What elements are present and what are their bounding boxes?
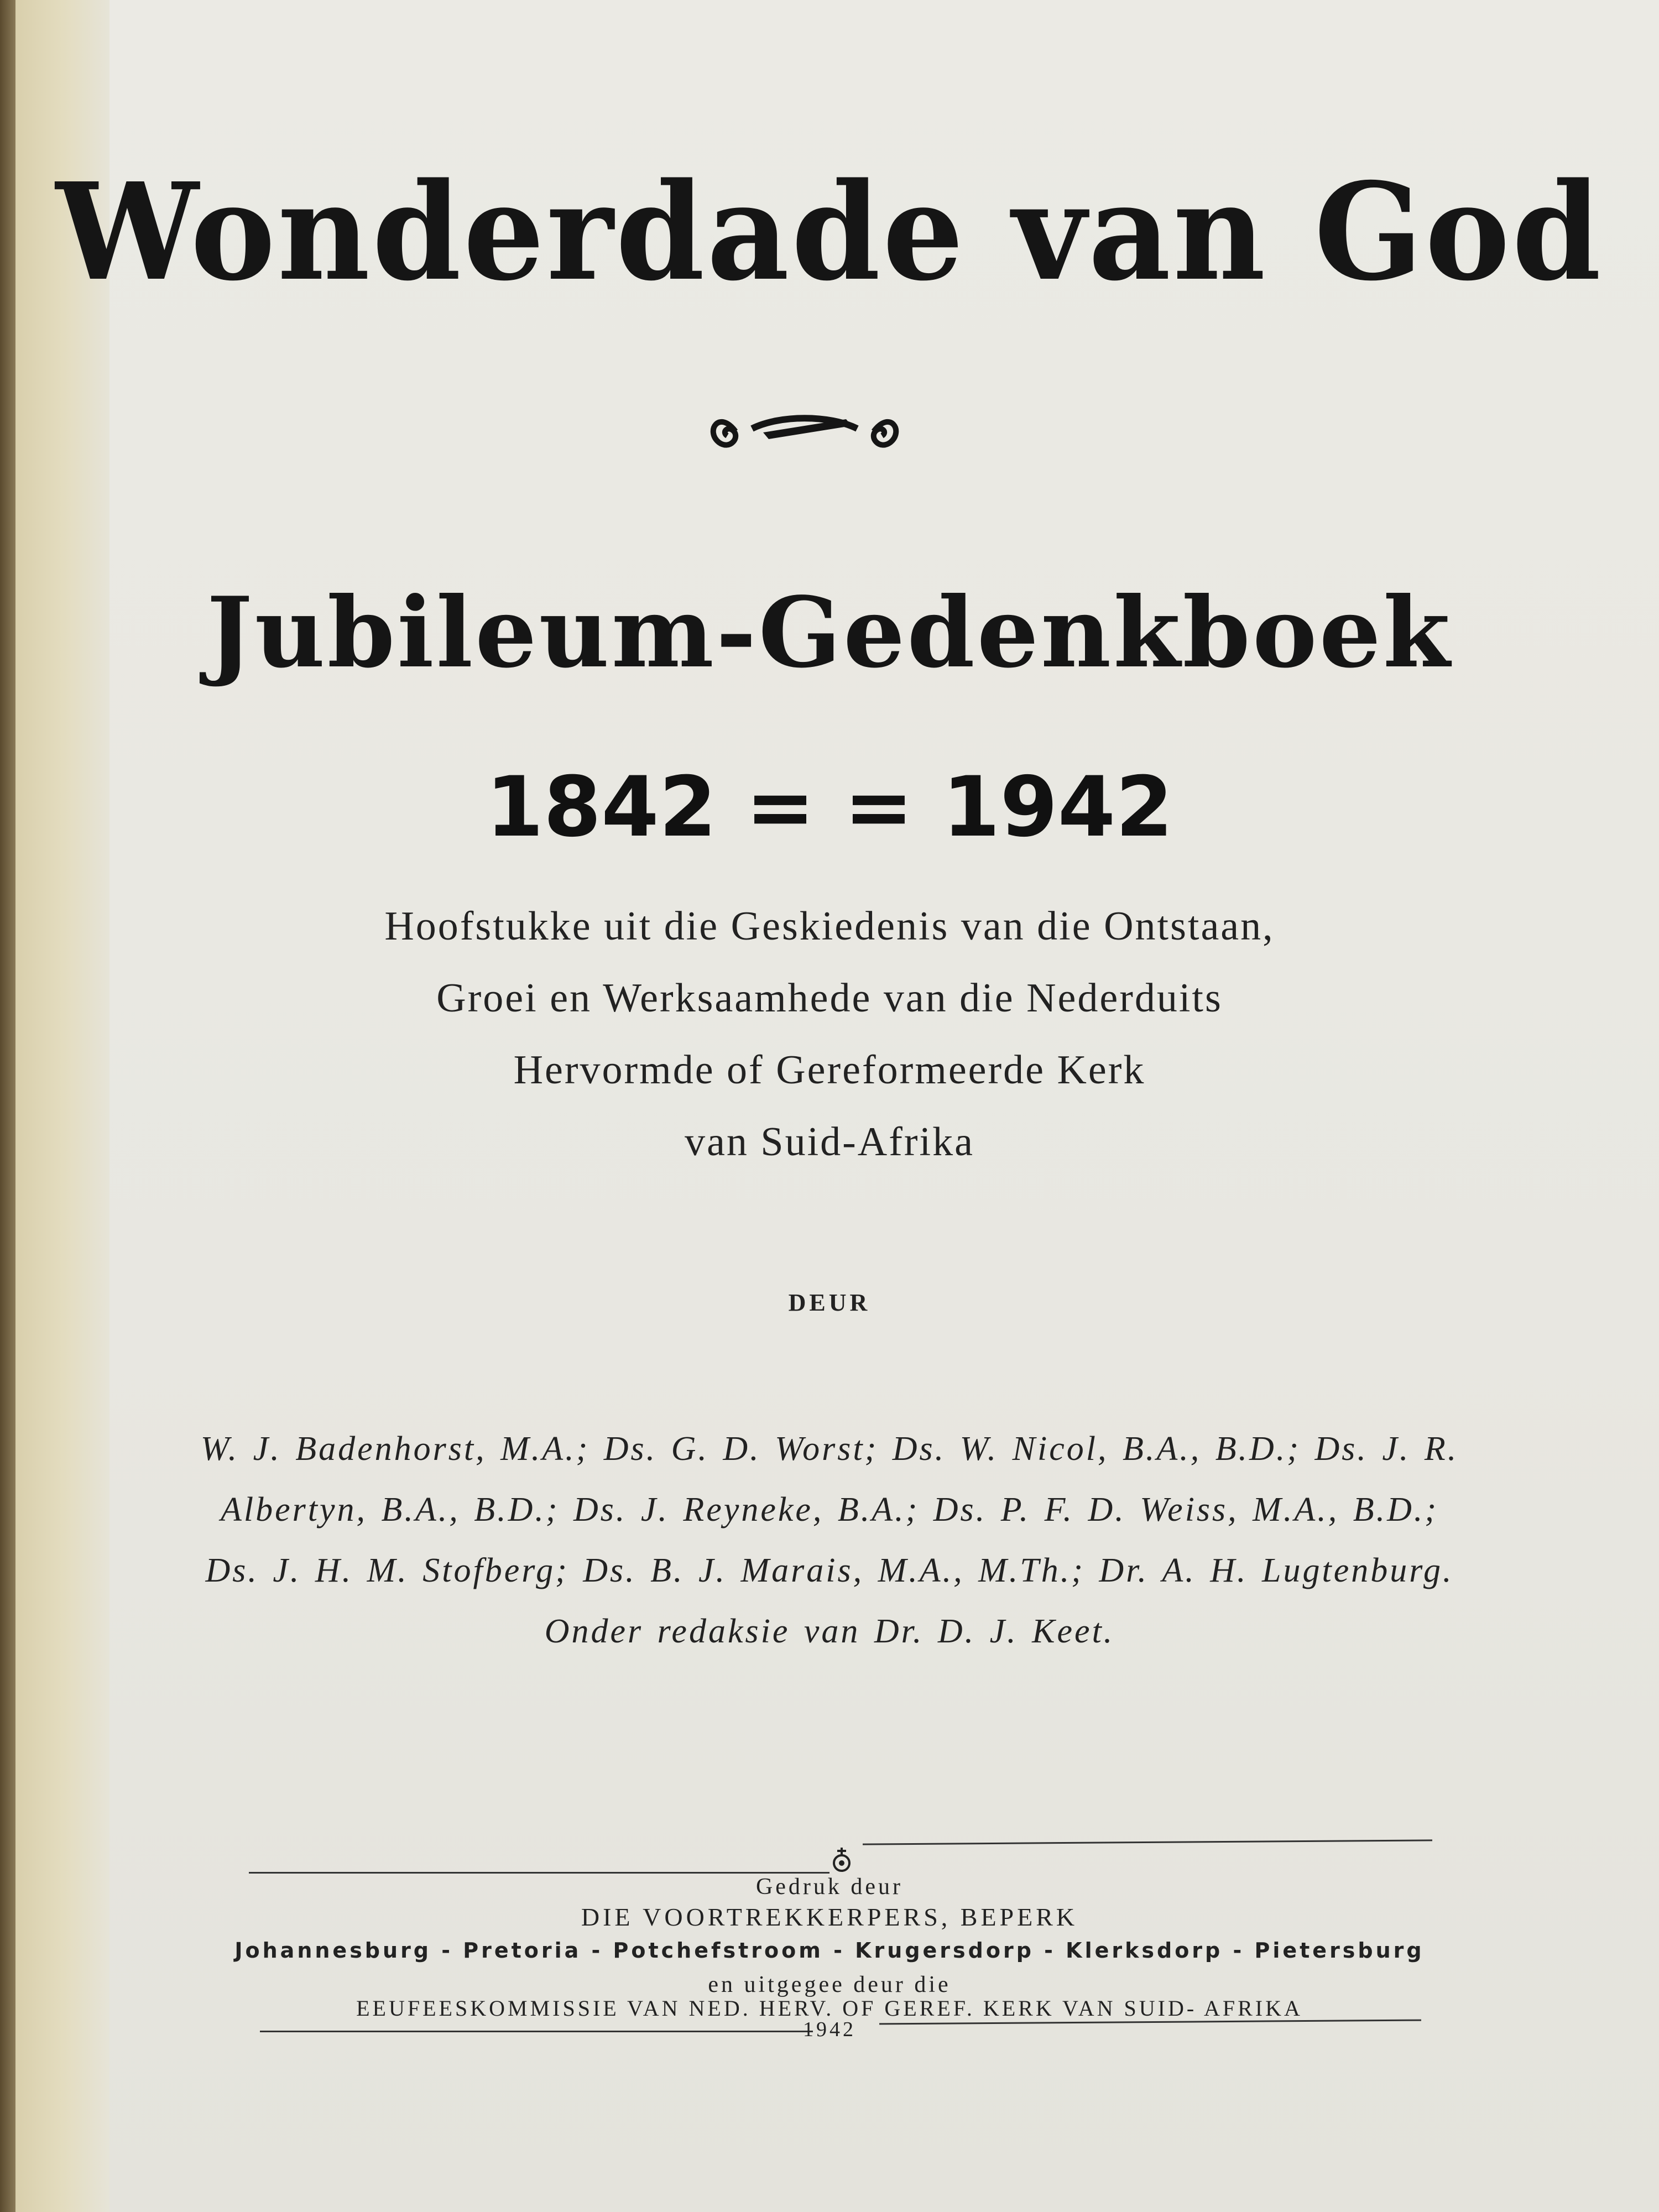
publication-year: 1942 — [803, 2018, 856, 2041]
scroll-flourish-ornament-icon — [702, 398, 907, 459]
main-title: Wonderdade van God — [55, 154, 1604, 311]
years: 1842 = = 1942 — [486, 759, 1173, 855]
description-line: Hoofstukke uit die Geskiedenis van die Ontstaan, — [384, 904, 1275, 949]
by-label: DEUR — [788, 1289, 871, 1316]
description-line: Groei en Werksaamhede van die Nederduits — [436, 975, 1223, 1021]
publisher-name: EEUFEESKOMMISSIE VAN NED. HERV. OF GEREF. KERK VAN SUID- AFRIKA — [356, 1996, 1303, 2021]
printer-emblem-icon — [825, 1844, 858, 1877]
description-line: Hervormde of Gereformeerde Kerk — [513, 1047, 1146, 1093]
subtitle: Jubileum-Gedenkboek — [206, 576, 1453, 690]
author-line: W. J. Badenhorst, M.A.; Ds. G. D. Worst; Ds. W. Nicol, B.A., B.D.; Ds. J. R. — [200, 1430, 1459, 1468]
author-line: Ds. J. H. M. Stofberg; Ds. B. J. Marais, M.A., M.Th.; Dr. A. H. Lugtenburg. — [205, 1552, 1454, 1589]
printer-name: DIE VOORTREKKERPERS, BEPERK — [581, 1903, 1078, 1931]
description-line: van Suid-Afrika — [685, 1119, 974, 1165]
printed-by-label: Gedruk deur — [755, 1874, 904, 1900]
author-line: Albertyn, B.A., B.D.; Ds. J. Reyneke, B.A.; Ds. P. F. D. Weiss, M.A., B.D.; — [220, 1491, 1438, 1528]
printer-cities: Johannesburg - Pretoria - Potchefstroom - Krugersdorp - Klerksdorp - Pietersburg — [234, 1938, 1425, 1963]
editor-line: Onder redaksie van Dr. D. J. Keet. — [544, 1613, 1115, 1650]
published-by-label: en uitgegee deur die — [708, 1972, 951, 1997]
